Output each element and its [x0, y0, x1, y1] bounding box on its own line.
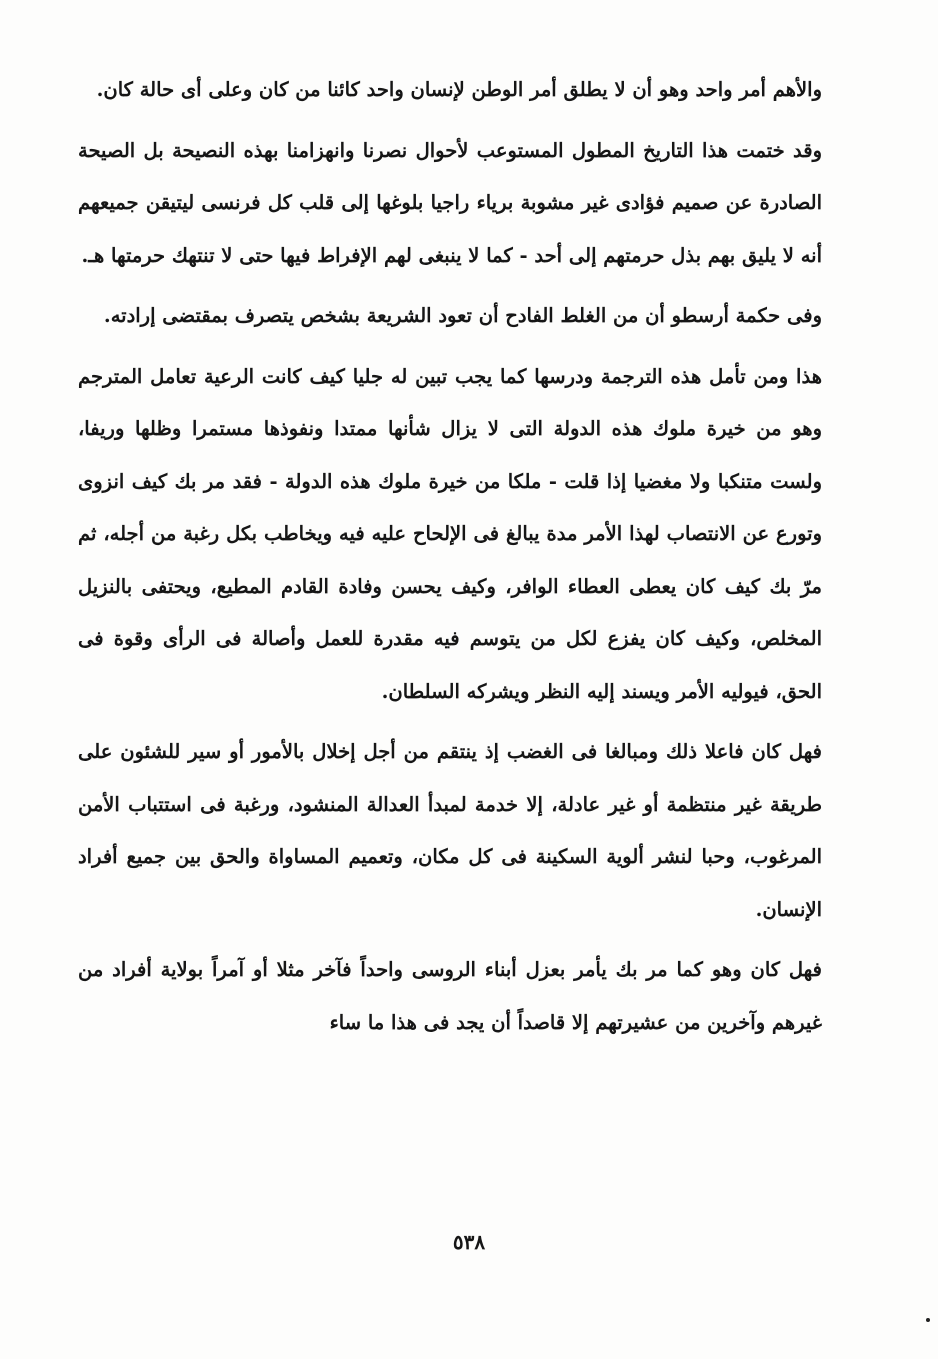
paragraph-1: والأهم أمر واحد وهو أن لا يطلق أمر الوطن لإنسان واحد كائنا من كان وعلى أى حالة كان.: [96, 78, 822, 101]
page-number: ٥٣٨: [452, 1230, 486, 1254]
body-text: [78, 64, 822, 1057]
paragraph-5: فهل كان فاعلا ذلك ومبالغا فى الغضب إذ ينتقم من أجل إخلال بالأمور أو سير للشئون على طريقة غير منتظمة أو غير عادلة، إلا خدمة لمبدأ العدالة المنشود، ورغبة فى استتباب الأمن المرغوب، وحبا لنشر ألوية السكينة فى كل مكان، وتعميم المساواة والحق بين جميع أفراد الإنسان.: [78, 740, 822, 921]
paragraph-4: هذا ومن تأمل هذه الترجمة ودرسها كما يجب تبين له جليا كيف كانت الرعية تعامل المترجم وهو من خيرة ملوك هذه الدولة التى لا يزال شأنها ممتدا ونفوذها مستمرا وظلها وريفا، ولست متنكبا ولا مغضيا إذا قلت - ملكا من خيرة ملوك هذه الدولة - فقد مر بك كيف انزوى وتورع عن الانتصاب لهذا الأمر مدة يبالغ فى الإلحاح عليه فيه ويخاطب بكل رغبة من أجله، ثم مرّ بك كيف كان يعطى العطاء الوافر، وكيف يحسن وفادة القادم المطيع، ويحتفى بالنزيل المخلص، وكيف كان يفزع لكل من يتوسم فيه مقدرة للعمل وأصالة فى الرأى وقوة فى الحق، فيوليه الأمر ويسند إليه النظر ويشركه السلطان.: [78, 364, 822, 703]
paragraph-2: وقد ختمت هذا التاريخ المطول المستوعب لأحوال نصرنا وانهزامنا بهذه النصيحة بل الصيحة الصادرة عن صميم فؤادى غير مشوبة برياء راجيا بلوغها إلى قلب كل فرنسى ليتيقن جميعهم أنه لا يليق بهم بذل حرمتهم إلى أحد - كما لا ينبغى لهم الإفراط فيها حتى لا تنتهك حرمتها هـ.: [78, 138, 822, 267]
paragraph-6: فهل كان وهو كما مر بك يأمر بعزل أبناء الروسى واحداً فآخر مثلا أو آمراً بولاية أفراد من غيرهم وآخرين من عشيرتهم إلا قاصداً أن يجد فى هذا ما ساء: [78, 958, 822, 1034]
paragraph-3: وفى حكمة أرسطو أن من الغلط الفادح أن تعود الشريعة بشخص يتصرف بمقتضى إرادته.: [103, 304, 822, 327]
scan-speck: [926, 1318, 930, 1322]
